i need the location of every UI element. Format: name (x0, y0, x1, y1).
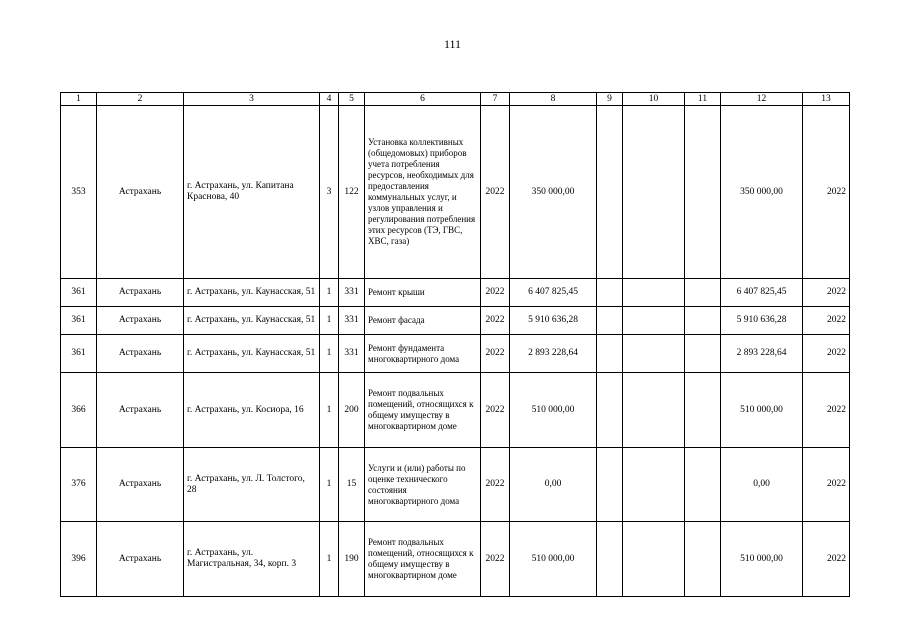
cell-col4: 3 (320, 106, 339, 279)
work-type-cell: Ремонт крыши (365, 279, 481, 307)
row-number: 376 (61, 448, 97, 522)
cell-col4: 1 (320, 448, 339, 522)
cell-col10 (623, 307, 685, 335)
work-type-cell: Услуги и (или) работы по оценке технического состояния многоквартирного дома (365, 448, 481, 522)
cost-cell: 510 000,00 (510, 522, 597, 597)
column-header: 4 (320, 93, 339, 106)
year-cell: 2022 (481, 279, 510, 307)
column-header: 7 (481, 93, 510, 106)
address-cell: г. Астрахань, ул. Л. Толстого, 28 (184, 448, 320, 522)
column-header: 8 (510, 93, 597, 106)
year-cell: 2022 (481, 522, 510, 597)
cost-cell: 510 000,00 (510, 373, 597, 448)
cell-col9 (597, 373, 623, 448)
work-type-cell: Ремонт фасада (365, 307, 481, 335)
cell-col4: 1 (320, 373, 339, 448)
city-cell: Астрахань (97, 106, 184, 279)
cell-col4: 1 (320, 307, 339, 335)
total-cell: 510 000,00 (721, 522, 803, 597)
end-year-cell: 2022 (803, 373, 850, 448)
column-header: 5 (339, 93, 365, 106)
cell-col9 (597, 335, 623, 373)
row-number: 361 (61, 279, 97, 307)
column-header: 9 (597, 93, 623, 106)
work-type-cell: Ремонт фундамента многоквартирного дома (365, 335, 481, 373)
total-cell: 2 893 228,64 (721, 335, 803, 373)
cell-col4: 1 (320, 522, 339, 597)
address-cell: г. Астрахань, ул. Каунасская, 51 (184, 279, 320, 307)
cell-col5: 331 (339, 307, 365, 335)
cell-col9 (597, 279, 623, 307)
cell-col5: 190 (339, 522, 365, 597)
year-cell: 2022 (481, 448, 510, 522)
row-number: 361 (61, 307, 97, 335)
table-row (61, 335, 850, 373)
column-header: 10 (623, 93, 685, 106)
column-number-row (61, 93, 850, 106)
column-header: 11 (685, 93, 721, 106)
year-cell: 2022 (481, 307, 510, 335)
table-row (61, 307, 850, 335)
cell-col10 (623, 335, 685, 373)
cell-col10 (623, 373, 685, 448)
column-header: 2 (97, 93, 184, 106)
cell-col10 (623, 522, 685, 597)
city-cell: Астрахань (97, 373, 184, 448)
table-row (61, 106, 850, 279)
cost-cell: 0,00 (510, 448, 597, 522)
total-cell: 0,00 (721, 448, 803, 522)
cost-cell: 350 000,00 (510, 106, 597, 279)
cell-col9 (597, 448, 623, 522)
registry-table (60, 92, 850, 597)
end-year-cell: 2022 (803, 307, 850, 335)
cell-col10 (623, 448, 685, 522)
cell-col11 (685, 448, 721, 522)
column-header: 3 (184, 93, 320, 106)
total-cell: 510 000,00 (721, 373, 803, 448)
address-cell: г. Астрахань, ул. Каунасская, 51 (184, 307, 320, 335)
table-row (61, 373, 850, 448)
cell-col4: 1 (320, 279, 339, 307)
address-cell: г. Астрахань, ул. Капитана Краснова, 40 (184, 106, 320, 279)
end-year-cell: 2022 (803, 335, 850, 373)
row-number: 396 (61, 522, 97, 597)
cell-col9 (597, 106, 623, 279)
column-header: 13 (803, 93, 850, 106)
row-number: 361 (61, 335, 97, 373)
column-header: 12 (721, 93, 803, 106)
end-year-cell: 2022 (803, 522, 850, 597)
work-type-cell: Ремонт подвальных помещений, относящихся к общему имуществу в многоквартирном доме (365, 522, 481, 597)
cell-col5: 331 (339, 335, 365, 373)
year-cell: 2022 (481, 335, 510, 373)
end-year-cell: 2022 (803, 448, 850, 522)
cell-col11 (685, 373, 721, 448)
address-cell: г. Астрахань, ул. Косиора, 16 (184, 373, 320, 448)
row-number: 353 (61, 106, 97, 279)
table-row (61, 522, 850, 597)
year-cell: 2022 (481, 106, 510, 279)
total-cell: 350 000,00 (721, 106, 803, 279)
cost-cell: 2 893 228,64 (510, 335, 597, 373)
work-type-cell: Установка коллективных (общедомовых) приборов учета потребления ресурсов, необходимых для предоставления коммунальных услуг, и узлов управления и регулирования потребления этих ресурсов (ТЭ, ГВС, ХВС, газа) (365, 106, 481, 279)
table-row (61, 448, 850, 522)
total-cell: 5 910 636,28 (721, 307, 803, 335)
address-cell: г. Астрахань, ул. Магистральная, 34, корп. 3 (184, 522, 320, 597)
cell-col9 (597, 522, 623, 597)
cell-col11 (685, 522, 721, 597)
address-cell: г. Астрахань, ул. Каунасская, 51 (184, 335, 320, 373)
cell-col10 (623, 279, 685, 307)
cost-cell: 5 910 636,28 (510, 307, 597, 335)
cell-col11 (685, 106, 721, 279)
city-cell: Астрахань (97, 522, 184, 597)
work-type-cell: Ремонт подвальных помещений, относящихся к общему имуществу в многоквартирном доме (365, 373, 481, 448)
year-cell: 2022 (481, 373, 510, 448)
cell-col4: 1 (320, 335, 339, 373)
cell-col9 (597, 307, 623, 335)
cell-col10 (623, 106, 685, 279)
cell-col5: 200 (339, 373, 365, 448)
cell-col11 (685, 335, 721, 373)
total-cell: 6 407 825,45 (721, 279, 803, 307)
cell-col5: 15 (339, 448, 365, 522)
cell-col11 (685, 279, 721, 307)
row-number: 366 (61, 373, 97, 448)
cell-col5: 122 (339, 106, 365, 279)
column-header: 1 (61, 93, 97, 106)
city-cell: Астрахань (97, 307, 184, 335)
cell-col5: 331 (339, 279, 365, 307)
end-year-cell: 2022 (803, 279, 850, 307)
column-header: 6 (365, 93, 481, 106)
cost-cell: 6 407 825,45 (510, 279, 597, 307)
page-number: 111 (443, 37, 462, 51)
city-cell: Астрахань (97, 279, 184, 307)
table-row (61, 279, 850, 307)
cell-col11 (685, 307, 721, 335)
city-cell: Астрахань (97, 335, 184, 373)
city-cell: Астрахань (97, 448, 184, 522)
end-year-cell: 2022 (803, 106, 850, 279)
